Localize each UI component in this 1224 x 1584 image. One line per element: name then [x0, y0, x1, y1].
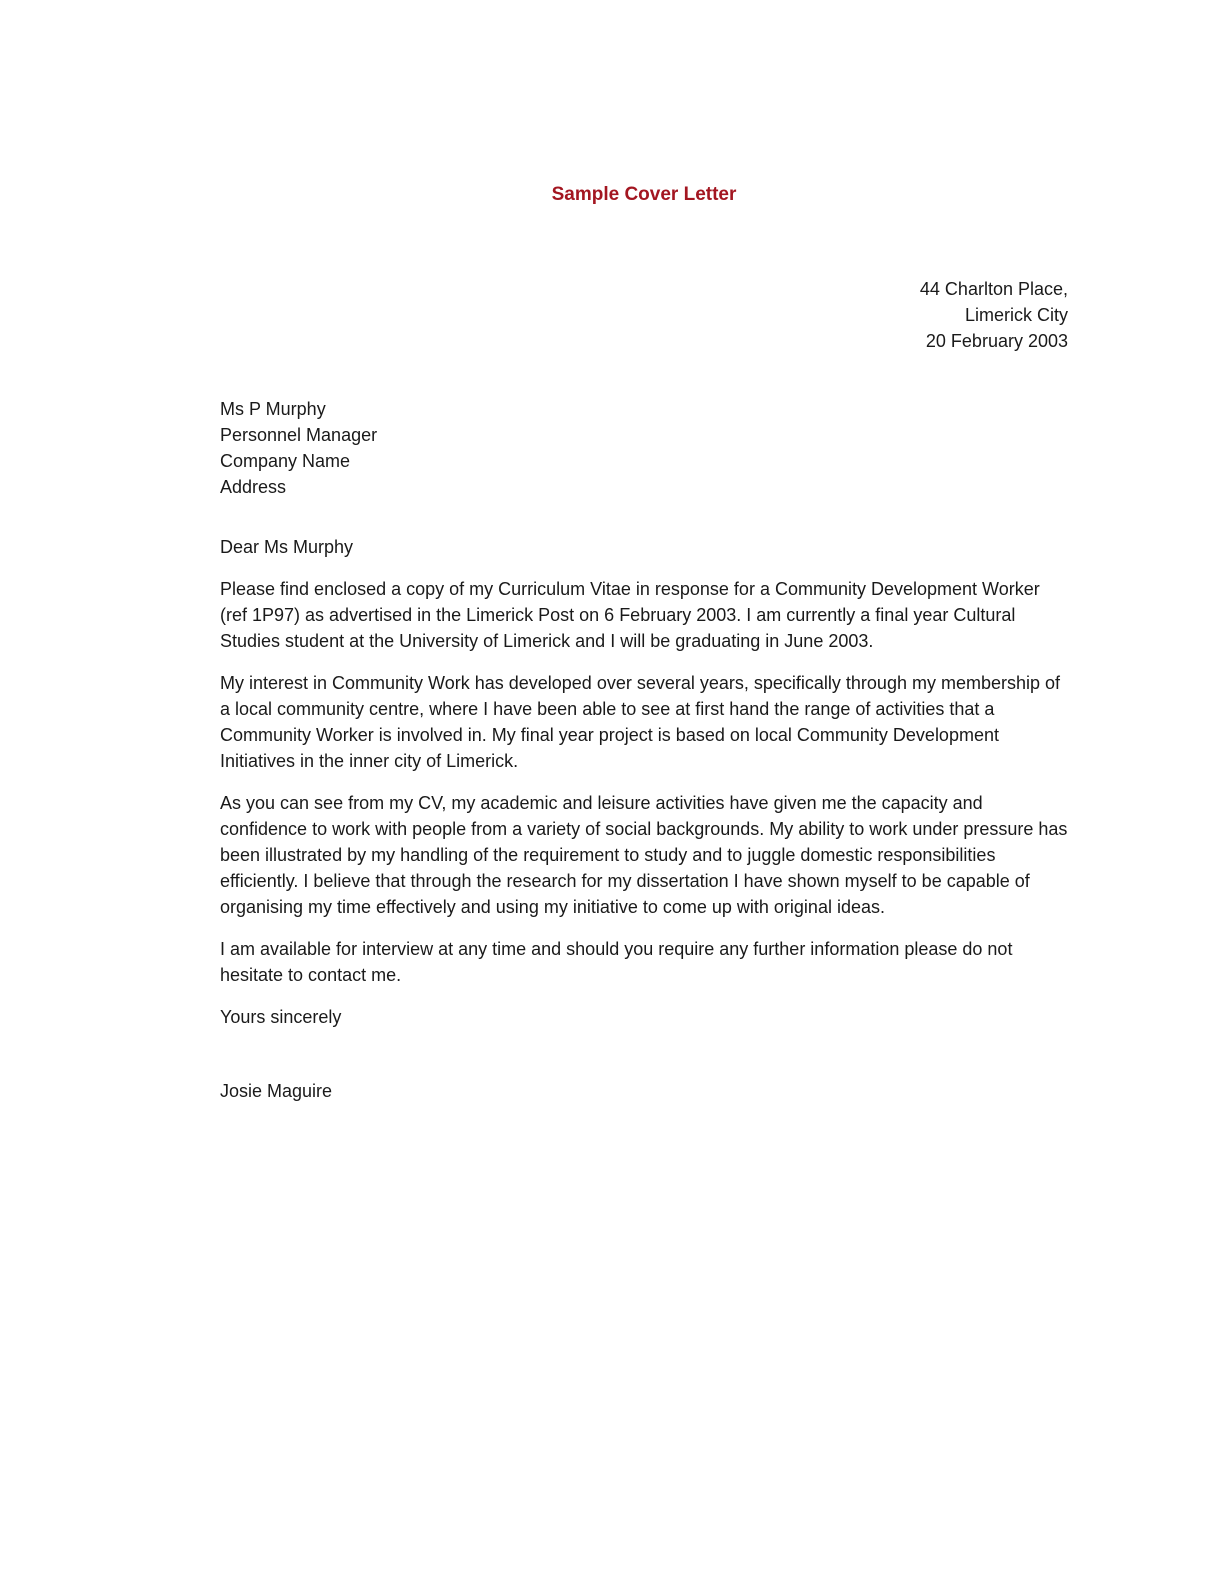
- recipient-company: Company Name: [220, 451, 351, 471]
- closing-phrase: Yours sincerely: [220, 1007, 342, 1027]
- recipient-address: Address: [220, 477, 287, 497]
- paragraph-skills: As you can see from my CV, my academic and leisure activities have given me the capacity and confidence to work with people from a variety of social backgrounds. My ability to work under pressure has been illustrated by my handling of the requirement to study and to juggle domestic responsibilities efficiently. I believe that through the research for my dissertation I have shown myself to be capable of organising my time effectively and using my initiative to come up with original ideas.: [220, 793, 1068, 917]
- signature-name: Josie Maguire: [220, 1081, 333, 1101]
- sender-city-line: Limerick City: [964, 305, 1068, 325]
- paragraph-availability: I am available for interview at any time and should you require any further information please do not hesitate to contact me.: [220, 939, 1013, 985]
- sender-address-line: 44 Charlton Place,: [919, 279, 1068, 299]
- paragraph-introduction: Please find enclosed a copy of my Curriculum Vitae in response for a Community Development Worker (ref 1P97) as advertised in the Limerick Post on 6 February 2003. I am currently a final year Cultural Studies student at the University of Limerick and I will be graduating in June 2003.: [220, 579, 1040, 651]
- recipient-address-block: [220, 396, 1068, 500]
- sender-address-block: [220, 276, 1068, 354]
- recipient-job-title: Personnel Manager: [220, 425, 378, 445]
- letter-date: 20 February 2003: [925, 331, 1068, 351]
- letter-content: [220, 0, 1068, 1104]
- paragraph-interest: My interest in Community Work has developed over several years, specifically through my membership of a local community centre, where I have been able to see at first hand the range of activities that a Community Worker is involved in. My final year project is based on local Community Development Initiatives in the inner city of Limerick.: [220, 673, 1061, 771]
- letter-title: Sample Cover Letter: [551, 184, 737, 205]
- salutation: Dear Ms Murphy: [220, 537, 354, 557]
- recipient-name: Ms P Murphy: [220, 399, 326, 419]
